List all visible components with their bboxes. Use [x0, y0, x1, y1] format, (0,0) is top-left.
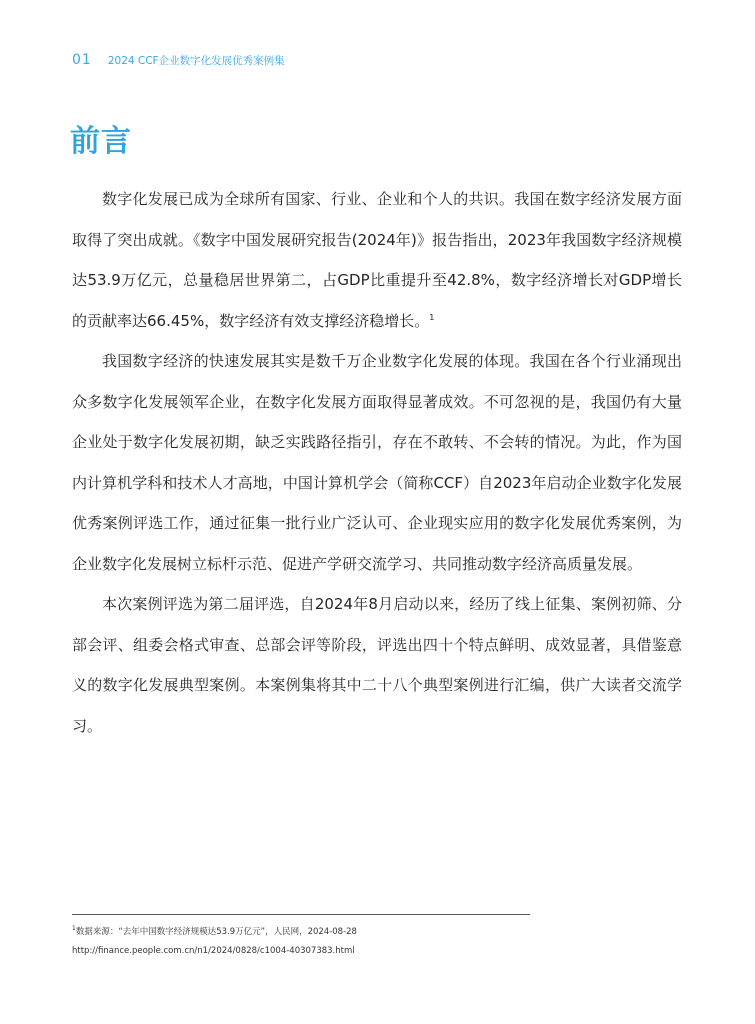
- body-text: [72, 179, 682, 746]
- footnote-source-line: [72, 923, 692, 942]
- paragraph-2: 我国数字经济的快速发展其实是数千万企业数字化发展的体现。我国在各个行业涌现出众多数字化发展领军企业，在数字化发展方面取得显著成效。不可忽视的是，我国仍有大量企业处于数字化发展初期，缺乏实践路径指引，存在不敢转、不会转的情况。为此，作为国内计算机学科和技术人才高地，中国计算机学会（简称CCF）自2023年启动企业数字化发展优秀案例评选工作，通过征集一批行业广泛认可、企业现实应用的数字化发展优秀案例，为企业数字化发展树立标杆示范、促进产学研交流学习、共同推动数字经济高质量发展。: [72, 352, 682, 573]
- paragraph-1: [72, 179, 682, 341]
- page-number: 01: [72, 52, 92, 68]
- paragraph-3: 本次案例评选为第二届评选，自2024年8月启动以来，经历了线上征集、案例初筛、分部会评、组委会格式审查、总部会评等阶段，评选出四十个特点鲜明、成效显著，具借鉴意义的数字化发展典型案例。本案例集将其中二十八个典型案例进行汇编，供广大读者交流学习。: [72, 595, 682, 735]
- footnote-reference: 1: [429, 312, 435, 322]
- page-title: 前言: [70, 124, 132, 159]
- header-title: 2024 CCF企业数字化发展优秀案例集: [107, 55, 285, 67]
- footnote-url[interactable]: http://finance.people.com.cn/n1/2024/0828/c1004-40307383.html: [72, 946, 355, 956]
- paragraph-1-text: 数字化发展已成为全球所有国家、行业、企业和个人的共识。我国在数字经济发展方面取得了突出成就。《数字中国发展研究报告(2024年)》报告指出，2023年我国数字经济规模达53.9万亿元，总量稳居世界第二，占GDP比重提升至42.8%，数字经济增长对GDP增长的贡献率达66.45%，数字经济有效支撑经济稳增长。: [72, 190, 682, 330]
- footnote-divider: [72, 914, 530, 915]
- footnote-marker: 1: [72, 925, 76, 933]
- page-header: [72, 52, 285, 68]
- footnote: [72, 923, 692, 961]
- footnote-source: 数据来源：“去年中国数字经济规模达53.9万亿元”，人民网，2024-08-28: [75, 927, 357, 937]
